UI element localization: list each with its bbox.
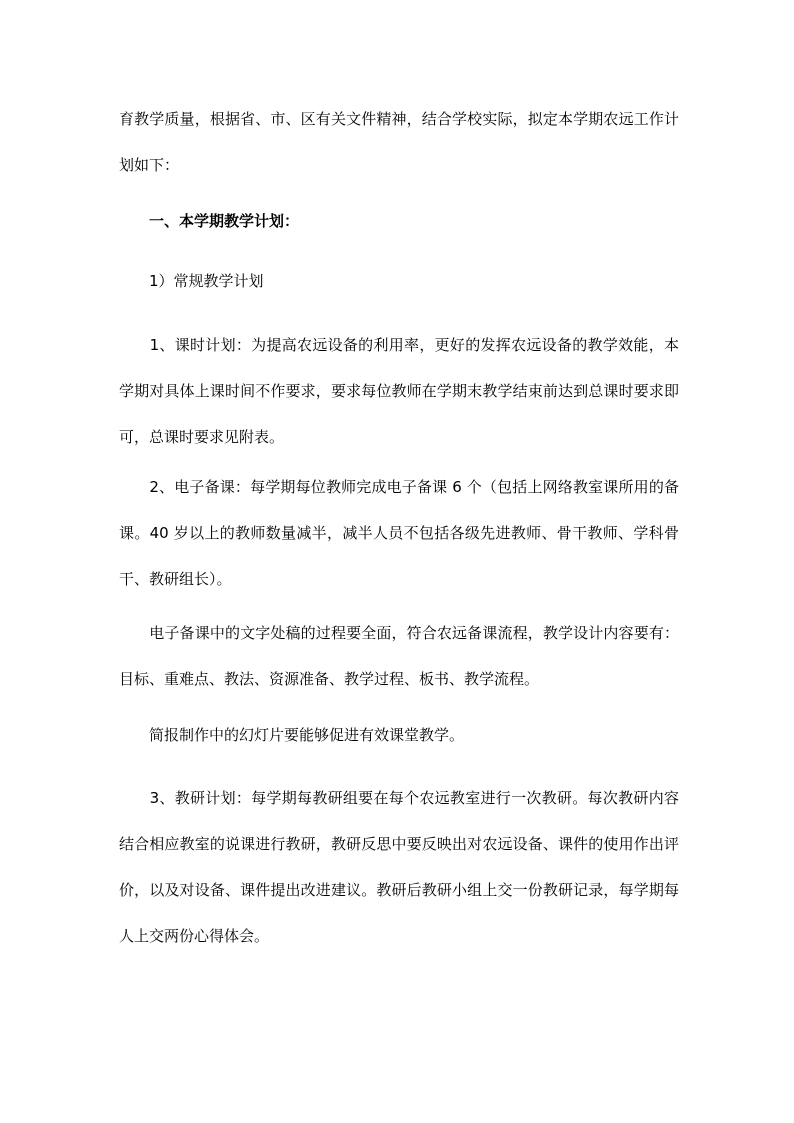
intro-paragraph: 育教学质量，根据省、市、区有关文件精神，结合学校实际，拟定本学期农远工作计划如下： — [119, 110, 679, 174]
item-research-plan: 3、教研计划：每学期每教研组要在每个农远教室进行一次教研。每次教研内容结合相应教室的说课进行教研，教研反思中要反映出对农远设备、课件的使用作出评价，以及对设备、课件提出改进建议。教研后教研小组上交一份教研记录，每学期每人上交两份心得体会。 — [119, 789, 679, 945]
item-e-lesson-prep: 2、电子备课：每学期每位教师完成电子备课 6 个（包括上网络教室课所用的备课。40 岁以上的教师数量减半，减半人员不包括各级先进教师、骨干教师、学科骨干、教研组长）。 — [119, 478, 679, 588]
item-e-lesson-prep-detail: 电子备课中的文字处稿的过程要全面，符合农远备课流程，教学设计内容要有：目标、重难点、教法、资源准备、教学过程、板书、教学流程。 — [119, 624, 679, 688]
item-slides-note: 简报制作中的幻灯片要能够促进有效课堂教学。 — [119, 726, 465, 744]
item-class-hours: 1、课时计划：为提高农远设备的利用率，更好的发挥农远设备的教学效能，本学期对具体上课时间不作要求，要求每位教师在学期末教学结束前达到总课时要求即可，总课时要求见附表。 — [119, 336, 679, 446]
section-heading-teaching-plan: 一、本学期教学计划： — [119, 212, 300, 230]
subsection-routine-plan: 1）常规教学计划 — [119, 272, 264, 290]
